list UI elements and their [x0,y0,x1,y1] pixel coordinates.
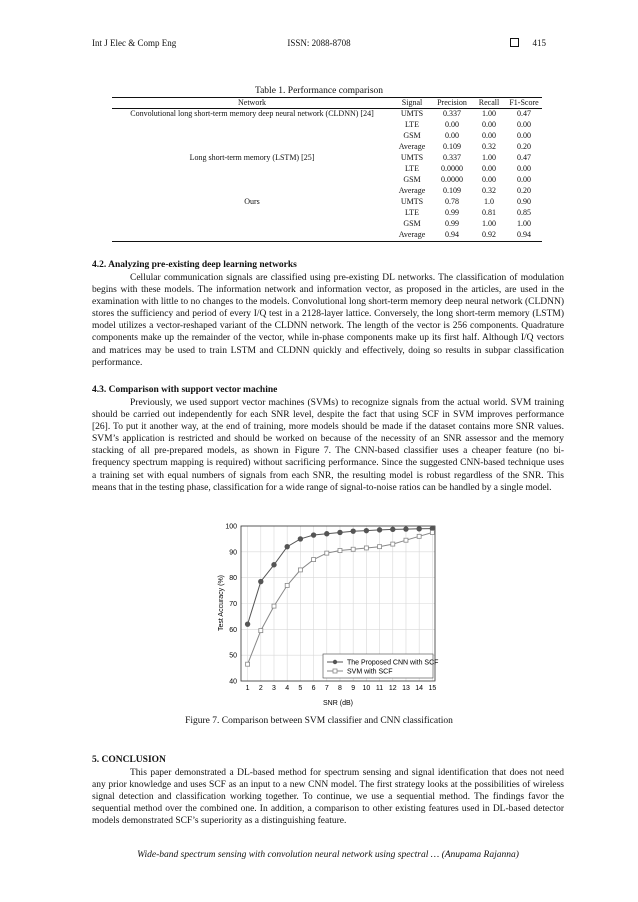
svm-data-point [246,662,250,666]
signal-cell: Average [398,142,426,151]
figure-caption: Figure 7. Comparison between SVM classifier and CNN classification [185,716,453,726]
cnn-data-point [298,537,302,541]
table-row [112,230,542,242]
f1-cell: 0.00 [517,164,531,173]
recall-cell: 0.00 [482,120,496,129]
section-4-3-text: Previously, we used support vector machines (SVMs) to recognize signals from the actual world. SVM training should be carried out independently for each SNR level, despite the fact that using SCF in SVM improves performance [26]. To put it another way, at the end of training, more models should be made if the dataset contains more SNR values. SVM’s application is restricted and should be worked on because of the necessity of an SNR assessor and the memory stacking of all pre-prepared models, as shown in Figure 7. The CNN-based classifier uses a cheaper feature (no bi-frequency spectrum mapping is required) without sacrificing performance. Since the suggested CNN-based technique uses a training set with equal numbers of signals from each SNR, the resulting model is robust regardless of the SNR. This means that in the testing phase, classification for a wide range of signal-to-noise ratios can be handled by a single model. [92,398,564,493]
recall-cell: 0.00 [482,164,496,173]
cnn-data-point [245,622,249,626]
col-precision: Precision [432,98,472,109]
precision-cell: 0.78 [445,197,459,206]
recall-cell: 1.0 [484,197,494,206]
y-tick-label: 70 [229,601,237,608]
cnn-data-point [351,529,355,533]
cnn-data-point [259,579,263,583]
legend-square-marker [333,669,337,673]
cnn-data-point [338,530,342,534]
col-signal: Signal [392,98,432,109]
legend-label: SVM with SCF [347,668,393,676]
x-tick-label: 15 [428,685,437,692]
signal-cell: UMTS [400,109,424,118]
network-empty-cell [112,186,392,197]
page-header [92,38,546,52]
svm-data-point [404,538,408,542]
x-tick-label: 7 [324,685,329,692]
table-row [112,186,542,197]
table-row [112,142,542,153]
table-header-row [112,98,542,109]
x-tick-label: 5 [298,685,303,692]
x-tick-label: 2 [258,685,263,692]
table-row [112,120,542,131]
checkbox-square-icon [510,38,519,47]
y-tick-label: 50 [229,652,237,660]
page-number: 415 [532,38,546,48]
svm-data-point [312,558,316,562]
precision-cell: 0.0000 [441,164,463,173]
svm-data-point [378,545,382,549]
table-body [112,109,542,242]
signal-cell: LTE [405,164,419,173]
issn: ISSN: 2088-8708 [287,38,351,48]
network-empty-cell [112,142,392,153]
f1-cell: 0.20 [517,142,531,151]
network-empty-cell [112,164,392,175]
performance-table [112,97,542,242]
x-tick-label: 11 [375,685,384,692]
precision-cell: 0.94 [432,230,472,242]
svm-data-point [351,547,355,551]
x-tick-label: 8 [338,685,342,692]
signal-cell: Average [398,186,426,195]
table-row [112,131,542,142]
y-axis-label: Test Accuracy (%) [218,574,225,632]
table-row [112,175,542,186]
signal-cell: GSM [403,131,421,140]
f1-cell: 0.47 [517,153,531,162]
x-tick-label: 12 [388,685,397,692]
network-empty-cell [112,175,392,186]
y-tick-label: 80 [229,575,237,583]
recall-cell: 0.32 [482,142,496,151]
svm-data-point [417,534,421,538]
x-tick-label: 10 [362,685,371,692]
recall-cell: 1.00 [482,109,496,118]
network-empty-cell [112,208,392,219]
svm-data-point [259,629,263,633]
cnn-data-point [311,533,315,537]
precision-cell: 0.337 [443,153,461,162]
precision-cell: 0.337 [443,109,461,118]
page-number-group [510,38,547,48]
precision-cell: 0.00 [445,120,459,129]
accuracy-chart [195,518,445,708]
col-recall: Recall [472,98,506,109]
svm-data-point [298,568,302,572]
recall-cell: 0.81 [482,208,496,217]
f1-cell: 0.00 [517,120,531,129]
f1-cell: 0.94 [506,230,542,242]
network-empty-cell [112,230,392,242]
signal-cell: UMTS [400,153,424,162]
table-row [112,109,542,121]
section-5-title: 5. CONCLUSION [92,755,166,765]
col-network: Network [112,98,392,109]
y-ticks [225,524,237,686]
y-tick-label: 40 [229,678,237,686]
signal-cell: UMTS [400,197,424,206]
f1-cell: 1.00 [517,219,531,228]
cnn-data-point [272,563,276,567]
table-row [112,197,542,208]
table-row [112,153,542,164]
chart-legend [323,654,438,678]
table-row [112,219,542,230]
network-name-cell: Long short-term memory (LSTM) [25] [189,153,315,162]
recall-cell: 1.00 [482,219,496,228]
precision-cell: 0.109 [443,142,461,151]
network-empty-cell [112,131,392,142]
y-tick-label: 100 [225,523,237,531]
x-ticks [246,685,437,692]
x-tick-label: 9 [351,685,356,692]
x-tick-label: 4 [285,685,290,692]
signal-cell: LTE [405,208,419,217]
cnn-data-point [417,527,421,531]
f1-cell: 0.90 [517,197,531,206]
precision-cell: 0.99 [445,208,459,217]
recall-cell: 1.00 [482,153,496,162]
col-f1: F1-Score [506,98,542,109]
section-5-text: This paper demonstrated a DL-based method for spectrum sensing and signal identification that does not need any prior knowledge and uses SCF as an input to a new CNN model. The first strategy looks at the possibilities of wireless signal detection and classification working together. To continue, we use a sequential method. The findings favor the sequential method over the combined one. In addition, a comparison to other existing features used in DL-based detector models demonstrated SCF’s superiority as a distinguishing feature. [92,768,564,827]
svm-data-point [285,583,289,587]
recall-cell: 0.00 [482,131,496,140]
svm-data-point [391,542,395,546]
network-name-cell: Convolutional long short-term memory deep neural network (CLDNN) [24] [130,109,374,118]
svm-data-point [430,530,434,534]
precision-cell: 0.0000 [441,175,463,184]
cnn-data-point [285,544,289,548]
x-tick-label: 13 [402,685,410,692]
x-tick-label: 14 [415,685,424,692]
legend-circle-marker [333,660,337,664]
section-4-2-text: Cellular communication signals are classified using pre-existing DL networks. The classification of modulation begins with these models. The information network and information vector, as proposed in the articles, are used in the examination with little to no changes to the models. Convolutional long short-term memory deep neural network (CLDNN) stores the sufficiency and period of every I/Q test in a 2128-layer lattice. Conversely, the long short-term memory (LSTM) model utilizes a vector-reshaped variant of the CLDNN network. The length of the vector is 256 components. Quadrature components make up the remainder of the vector, while in-phase components make up its first half. Although I/Q vectors and matrices may be used to train LSTM and CLDNN quickly and effectively, doing so results in subpar classification performance. [92,273,564,368]
svm-data-point [364,546,368,550]
f1-cell: 0.47 [517,109,531,118]
x-tick-label: 6 [311,685,316,692]
page-footer: Wide-band spectrum sensing with convolution neural network using spectral … (Anupama Rajanna) [137,850,519,860]
signal-cell: GSM [403,219,421,228]
recall-cell: 0.00 [482,175,496,184]
table-row [112,164,542,175]
network-empty-cell [112,219,392,230]
precision-cell: 0.99 [445,219,459,228]
signal-cell: LTE [405,120,419,129]
network-name-cell: Ours [244,197,260,206]
cnn-data-point [404,527,408,531]
y-tick-label: 90 [229,549,237,557]
f1-cell: 0.00 [517,175,531,184]
svm-data-point [325,551,329,555]
precision-cell: 0.00 [445,131,459,140]
legend-label: The Proposed CNN with SCF [347,659,439,667]
x-tick-label: 1 [245,685,250,692]
section-4-2-title: 4.2. Analyzing pre-existing deep learning networks [92,260,297,270]
x-axis-label: SNR (dB) [323,700,353,707]
cnn-data-point [391,527,395,531]
recall-cell: 0.92 [472,230,506,242]
precision-cell: 0.109 [443,186,461,195]
f1-cell: 0.20 [517,186,531,195]
section-4-2-body [92,272,564,369]
cnn-data-point [377,528,381,532]
signal-cell: Average [392,230,432,242]
cnn-data-point [364,528,368,532]
cnn-data-point [325,532,329,536]
section-4-3-title: 4.3. Comparison with support vector machine [92,385,278,395]
x-tick-label: 3 [272,685,276,692]
f1-cell: 0.85 [517,208,531,217]
table-caption: Table 1. Performance comparison [254,86,384,96]
journal-name: Int J Elec & Comp Eng [92,38,177,48]
section-4-3-body [92,397,564,494]
f1-cell: 0.00 [517,131,531,140]
signal-cell: GSM [403,175,421,184]
network-empty-cell [112,120,392,131]
table-row [112,208,542,219]
svm-data-point [338,549,342,553]
recall-cell: 0.32 [482,186,496,195]
svm-data-point [272,604,276,608]
section-5-body [92,767,564,827]
y-tick-label: 60 [229,626,237,634]
